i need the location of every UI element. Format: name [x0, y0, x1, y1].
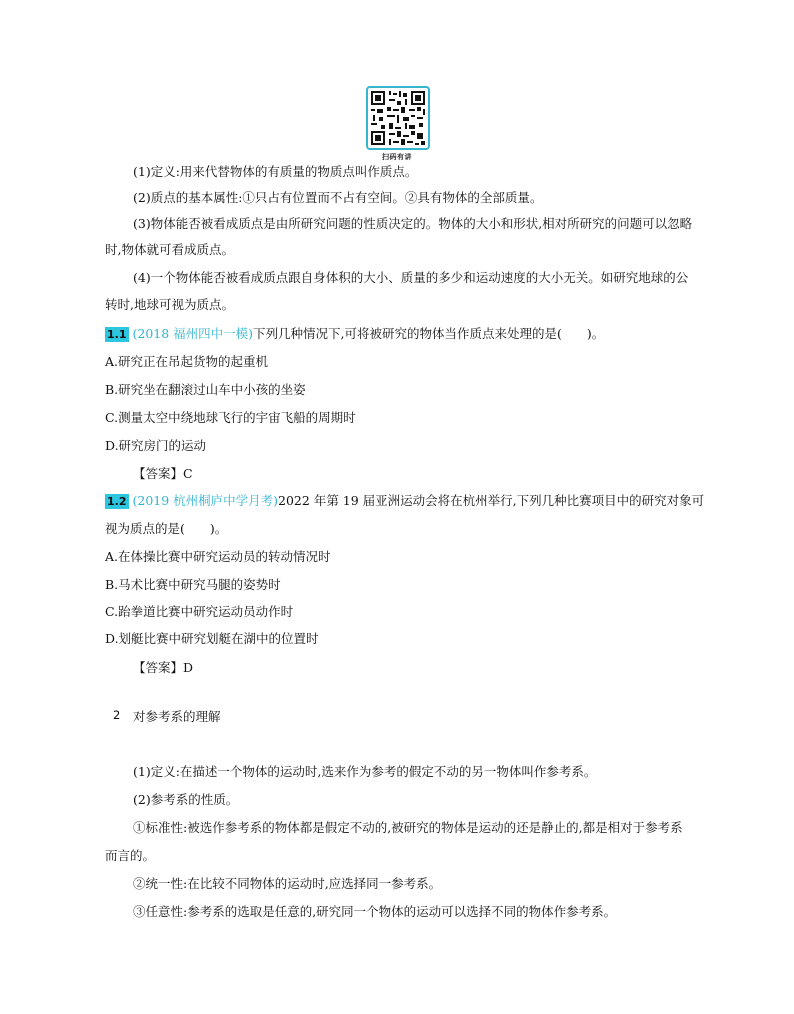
answer-label: 【答案】D	[133, 660, 194, 675]
option-c: C.测量太空中绕地球飞行的宇宙飞船的周期时	[105, 410, 356, 425]
option-c: C.跆拳道比赛中研究运动员动作时	[105, 604, 294, 619]
option-d: D.研究房门的运动	[105, 438, 207, 453]
question-source: (2019 杭州桐庐中学月考)	[132, 493, 279, 508]
basic-attributes-text: (2)质点的基本属性:①只占有位置而不占有空间。②具有物体的全部质量。	[133, 190, 543, 205]
section-number: 2	[113, 708, 121, 722]
option-b: B.研究坐在翻滚过山车中小孩的坐姿	[105, 382, 306, 397]
question-stem: 2022 年第 19 届亚洲运动会将在杭州举行,下列几种比赛项目中的研究对象可	[278, 493, 705, 508]
condition-text-line1: (3)物体能否被看成质点是由所研究问题的性质决定的。物体的大小和形状,相对所研究的问题可以忽略	[133, 216, 693, 231]
question-source: (2018 福州四中一模)	[132, 326, 254, 341]
qr-code-icon[interactable]	[366, 86, 430, 150]
question-stem-line2: 视为质点的是( )。	[105, 521, 228, 536]
reference-definition: (1)定义:在描述一个物体的运动时,选来作为参考的假定不动的另一物体叫作参考系。	[133, 764, 597, 779]
independence-text-line2: 转时,地球可视为质点。	[105, 297, 234, 312]
qr-pattern	[369, 89, 427, 147]
arbitrary-property: ③任意性:参考系的选取是任意的,研究同一个物体的运动可以选择不同的物体作参考系。	[133, 904, 617, 919]
option-d: D.划艇比赛中研究划艇在湖中的位置时	[105, 631, 319, 646]
answer-label: 【答案】C	[133, 466, 193, 481]
question-stem: 下列几种情况下,可将被研究的物体当作质点来处理的是( )。	[253, 326, 605, 341]
question-1-2	[105, 493, 704, 509]
qr-block	[366, 86, 428, 162]
qr-caption: 扫码有讲	[382, 153, 412, 161]
question-number-badge: 1.1	[107, 328, 127, 341]
question-number-badge: 1.2	[107, 495, 127, 508]
option-a: A.研究正在吊起货物的起重机	[105, 354, 269, 369]
unity-property: ②统一性:在比较不同物体的运动时,应选择同一参考系。	[133, 876, 442, 891]
option-b: B.马术比赛中研究马腿的姿势时	[105, 577, 281, 592]
definition-text: (1)定义:用来代替物体的有质量的物质点叫作质点。	[133, 164, 418, 179]
standard-property-line2: 而言的。	[105, 848, 156, 863]
condition-text-line2: 时,物体就可看成质点。	[105, 242, 234, 257]
section-title: 对参考系的理解	[133, 709, 221, 724]
standard-property-line1: ①标准性:被选作参考系的物体都是假定不动的,被研究的物体是运动的还是静止的,都是相对于参考系	[133, 820, 683, 835]
option-a: A.在体操比赛中研究运动员的转动情况时	[105, 549, 331, 564]
reference-properties: (2)参考系的性质。	[133, 792, 239, 807]
question-1-1	[105, 326, 604, 342]
independence-text-line1: (4)一个物体能否被看成质点跟自身体积的大小、质量的多少和运动速度的大小无关。如研究地球的公	[133, 270, 689, 285]
